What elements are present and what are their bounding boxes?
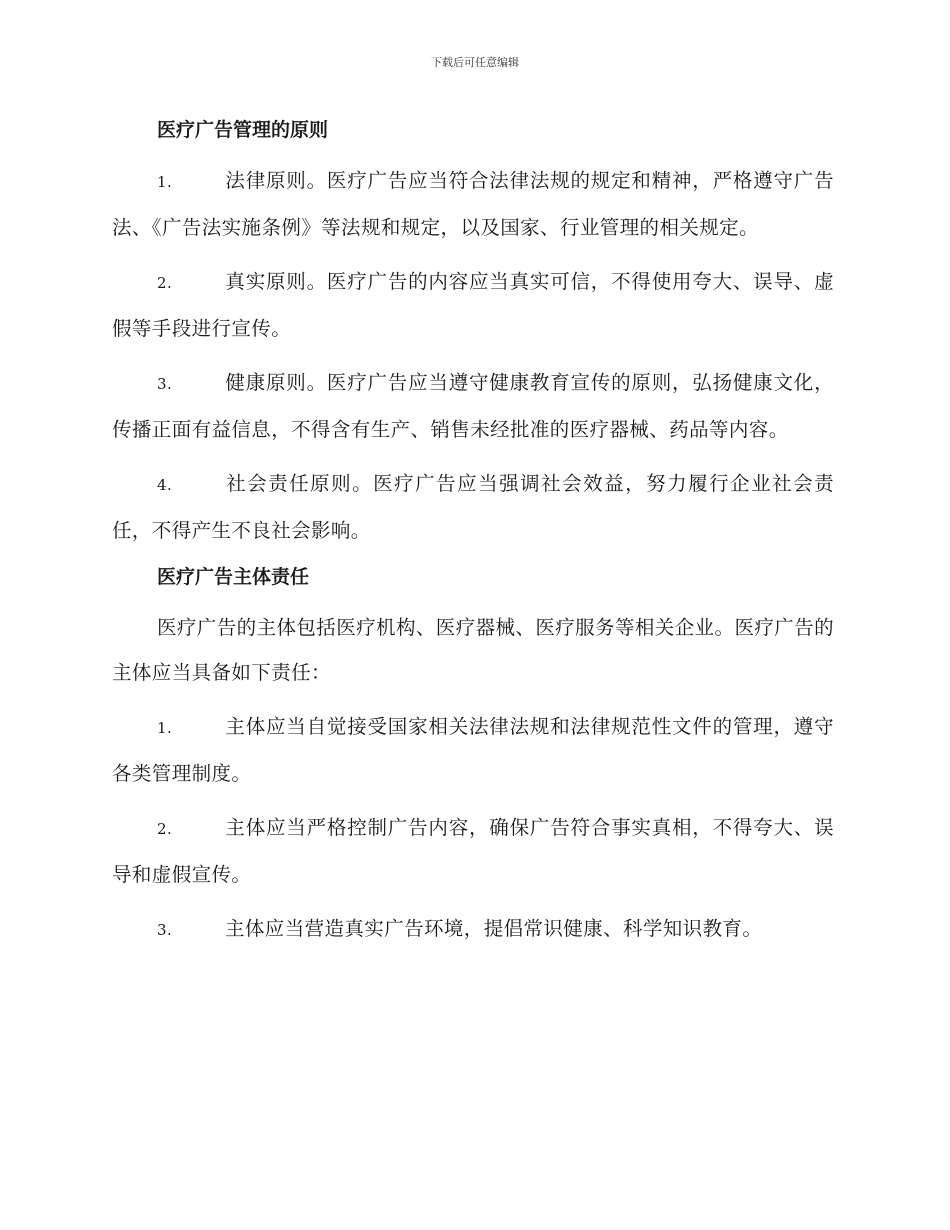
list-item-text: 法律原则。医疗广告应当符合法律法规的规定和精神，严格遵守广告法、《广告法实施条例》等法规和规定，以及国家、行业管理的相关规定。 <box>112 169 834 239</box>
list-number: 1. <box>157 719 173 737</box>
list-item <box>112 259 834 351</box>
list-item-text: 社会责任原则。医疗广告应当强调社会效益，努力履行企业社会责任，不得产生不良社会影响。 <box>112 472 834 542</box>
list-number: 2. <box>157 274 173 292</box>
document-body <box>112 112 834 953</box>
section-title-principles: 医疗广告管理的原则 <box>157 119 329 141</box>
intro-paragraph: 医疗广告的主体包括医疗机构、医疗器械、医疗服务等相关企业。医疗广告的主体应当具备如下责任： <box>112 616 834 684</box>
list-number: 1. <box>157 173 173 191</box>
list-item-text: 健康原则。医疗广告应当遵守健康教育宣传的原则，弘扬健康文化，传播正面有益信息，不得含有生产、销售未经批准的医疗器械、药品等内容。 <box>112 371 834 441</box>
list-item <box>112 158 834 250</box>
list-item <box>112 704 834 796</box>
page-header: 下载后可任意编辑 <box>431 56 519 69</box>
list-number: 2. <box>157 820 173 838</box>
list-number: 4. <box>157 476 173 494</box>
list-item <box>112 461 834 553</box>
list-item <box>112 906 834 953</box>
list-number: 3. <box>157 921 173 939</box>
section-title-responsibility: 医疗广告主体责任 <box>157 566 310 588</box>
list-number: 3. <box>157 375 173 393</box>
list-item-text: 真实原则。医疗广告的内容应当真实可信，不得使用夸大、误导、虚假等手段进行宣传。 <box>112 270 834 340</box>
list-item <box>112 360 834 452</box>
list-item-text: 主体应当自觉接受国家相关法律法规和法律规范性文件的管理，遵守各类管理制度。 <box>112 715 834 785</box>
list-item-text: 主体应当严格控制广告内容，确保广告符合事实真相，不得夸大、误导和虚假宣传。 <box>112 816 834 886</box>
list-item-text: 主体应当营造真实广告环境，提倡常识健康、科学知识教育。 <box>225 917 763 940</box>
list-item <box>112 805 834 897</box>
